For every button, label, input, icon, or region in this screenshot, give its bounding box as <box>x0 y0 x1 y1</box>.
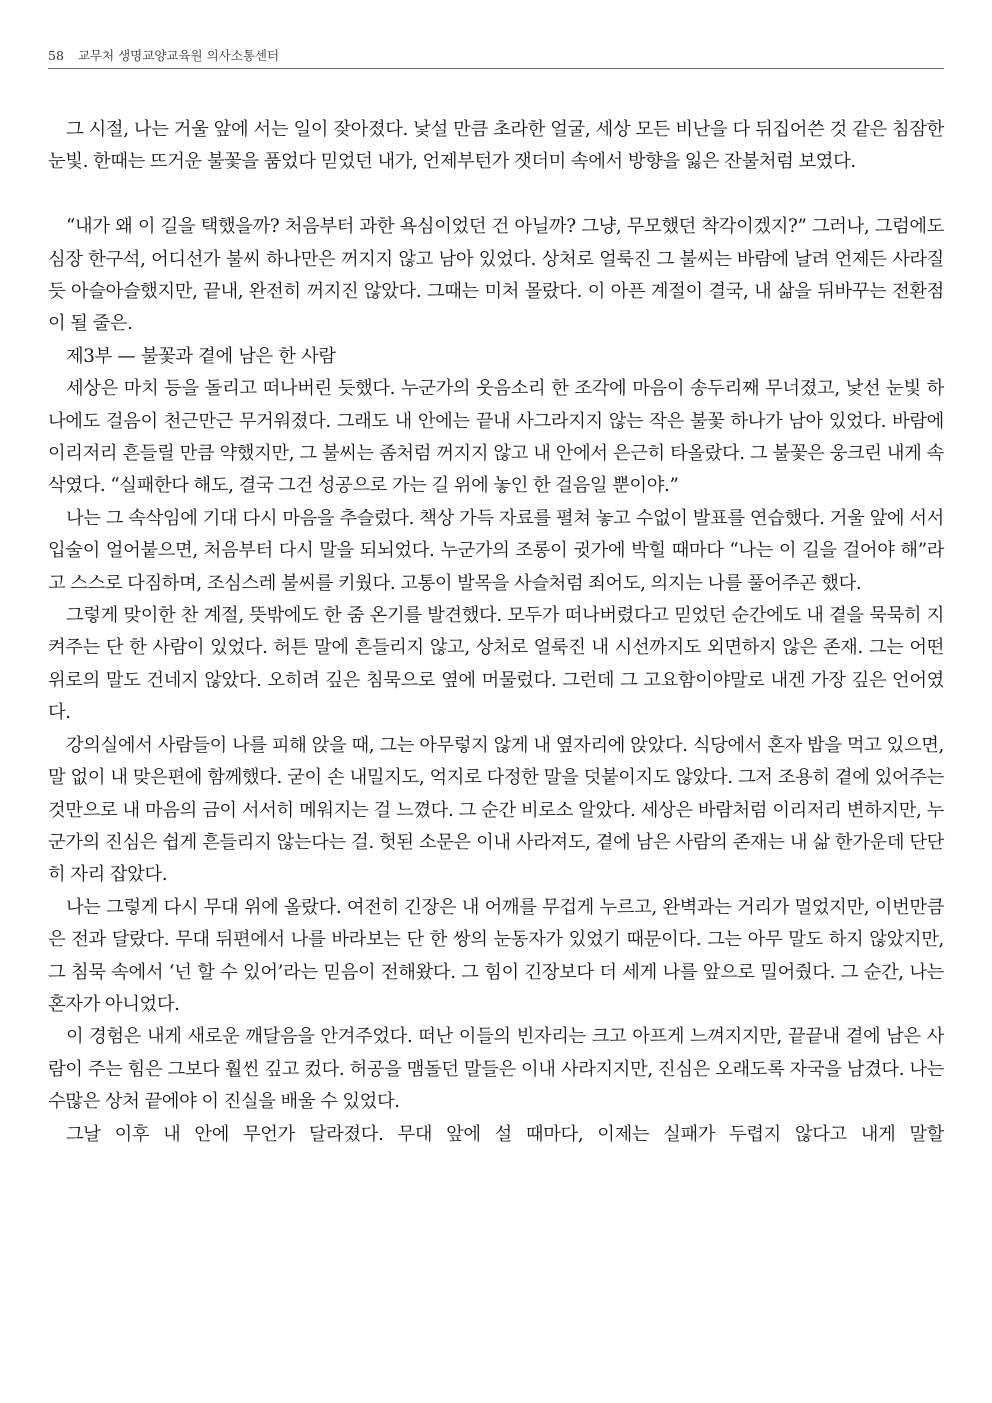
body-paragraph: 세상은 마치 등을 돌리고 떠나버린 듯했다. 누군가의 웃음소리 한 조각에 마음이 송두리째 무너졌고, 낯선 눈빛 하나에도 걸음이 천근만근 무거워졌다. 그래도 내 안에는 끝내 사그라지지 않는 작은 불꽃 하나가 남아 있었다. 바람에 이리저리 흔들릴 만큼 약했지만, 그 불씨는 좀처럼 꺼지지 않고 내 안에서 은근히 타올랐다. 그 불꽃은 웅크린 내게 속삭였다. “실패한다 해도, 결국 그건 성공으로 가는 길 위에 놓인 한 걸음일 뿐이야.” <box>48 378 944 497</box>
body-paragraph: 그날 이후 내 안에 무언가 달라졌다. 무대 앞에 설 때마다, 이제는 실패가 두렵지 않다고 내게 말할 <box>66 1123 944 1145</box>
body-paragraph: 그렇게 맞이한 찬 계절, 뜻밖에도 한 줌 온기를 발견했다. 모두가 떠나버렸다고 믿었던 순간에도 내 곁을 묵묵히 지켜주는 단 한 사람이 있었다. 허튼 말에 흔들리지 않고, 상처로 얼룩진 내 시선까지도 외면하지 않은 존재. 그는 어떤 위로의 말도 건네지 않았다. 오히려 깊은 침묵으로 옆에 머물렀다. 그런데 그 고요함이야말로 내겐 가장 깊은 언어였다. <box>48 605 944 724</box>
body-paragraph: 나는 그 속삭임에 기대 다시 마음을 추슬렀다. 책상 가득 자료를 펼쳐 놓고 수없이 발표를 연습했다. 거울 앞에 서서 입술이 얼어붙으면, 처음부터 다시 말을 되뇌었다. 누군가의 조롱이 귓가에 박힐 때마다 “나는 이 길을 걸어야 해”라고 스스로 다짐하며, 조심스레 불씨를 키웠다. 고통이 발목을 사슬처럼 죄어도, 의지는 나를 풀어주곤 했다. <box>48 507 944 594</box>
page-header <box>48 46 944 69</box>
header-title: 교무처 생명교양교육원 의사소통센터 <box>77 48 280 63</box>
document-body <box>48 114 944 1151</box>
page-number: 58 <box>48 48 64 63</box>
section-heading: 제3부 — 불꽃과 곁에 남은 한 사람 <box>66 345 336 367</box>
intro-paragraph-1: 그 시절, 나는 거울 앞에 서는 일이 잦아졌다. 낯설 만큼 초라한 얼굴, 세상 모든 비난을 다 뒤집어쓴 것 같은 침잠한 눈빛. 한때는 뜨거운 불꽃을 품었다 믿었던 내가, 언제부턴가 잿더미 속에서 방향을 잃은 잔불처럼 보였다. <box>48 119 944 173</box>
intro-paragraph-2: “내가 왜 이 길을 택했을까? 처음부터 과한 욕심이었던 건 아닐까? 그냥, 무모했던 착각이겠지?” 그러나, 그럼에도 심장 한구석, 어디선가 불씨 하나만은 꺼지지 않고 남아 있었다. 상처로 얼룩진 그 불씨는 바람에 날려 언제든 사라질 듯 아슬아슬했지만, 끝내, 완전히 꺼지진 않았다. 그때는 미처 몰랐다. 이 아픈 계절이 결국, 내 삶을 뒤바꾸는 전환점이 될 줄은. <box>48 216 944 335</box>
body-paragraph: 이 경험은 내게 새로운 깨달음을 안겨주었다. 떠난 이들의 빈자리는 크고 아프게 느껴지지만, 끝끝내 곁에 남은 사람이 주는 힘은 그보다 훨씬 깊고 컸다. 허공을 맴돌던 말들은 이내 사라지지만, 진심은 오래도록 자국을 남겼다. 나는 수많은 상처 끝에야 이 진실을 배울 수 있었다. <box>48 1026 944 1113</box>
body-paragraph: 나는 그렇게 다시 무대 위에 올랐다. 여전히 긴장은 내 어깨를 무겁게 누르고, 완벽과는 거리가 멀었지만, 이번만큼은 전과 달랐다. 무대 뒤편에서 나를 바라보는 단 한 쌍의 눈동자가 있었기 때문이다. 그는 아무 말도 하지 않았지만, 그 침묵 속에서 ‘넌 할 수 있어’라는 믿음이 전해왔다. 그 힘이 긴장보다 더 세게 나를 앞으로 밀어줬다. 그 순간, 나는 혼자가 아니었다. <box>48 896 944 1015</box>
body-paragraph: 강의실에서 사람들이 나를 피해 앉을 때, 그는 아무렇지 않게 내 옆자리에 앉았다. 식당에서 혼자 밥을 먹고 있으면, 말 없이 내 맞은편에 함께했다. 굳이 손 내밀지도, 억지로 다정한 말을 덧붙이지도 않았다. 그저 조용히 곁에 있어주는 것만으로 내 마음의 금이 서서히 메워지는 걸 느꼈다. 그 순간 비로소 알았다. 세상은 바람처럼 이리저리 변하지만, 누군가의 진심은 쉽게 흔들리지 않는다는 걸. 헛된 소문은 이내 사라져도, 곁에 남은 사람의 존재는 내 삶 한가운데 단단히 자리 잡았다. <box>48 734 944 886</box>
